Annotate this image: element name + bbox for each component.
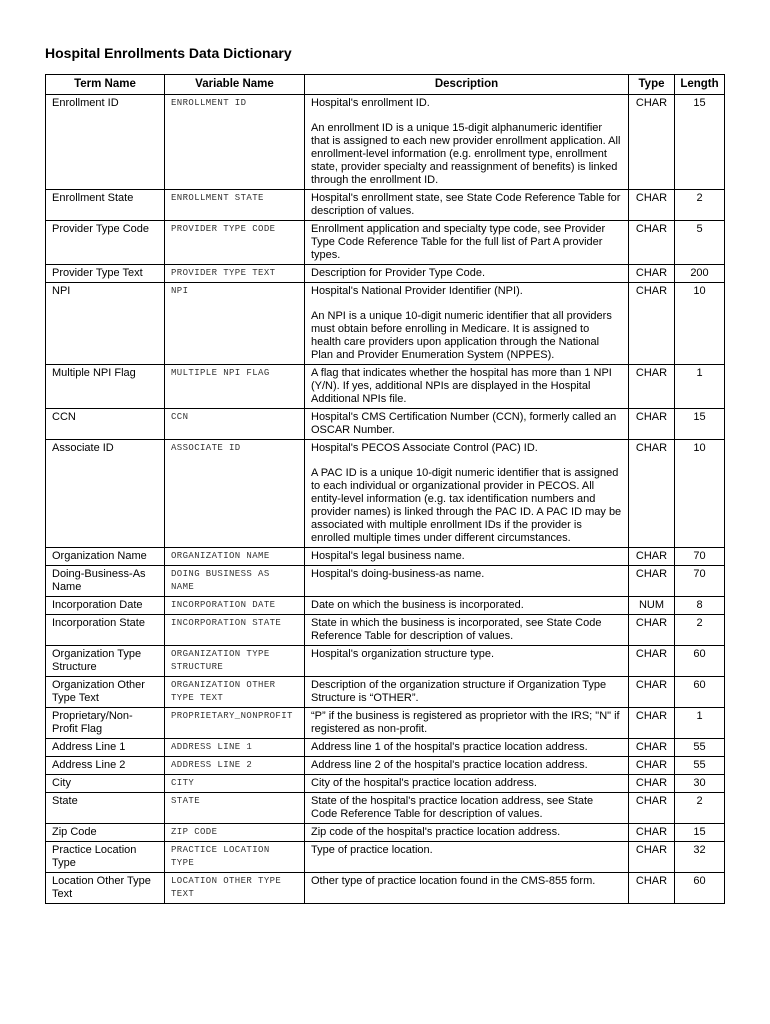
table-row [46, 842, 725, 873]
variable-name-cell: ENROLLMENT ID [165, 95, 305, 190]
term-name-cell: Doing-Business-As Name [46, 566, 165, 597]
table-row [46, 566, 725, 597]
type-cell: CHAR [629, 793, 675, 824]
description-cell [305, 615, 629, 646]
table-row [46, 646, 725, 677]
description-cell [305, 646, 629, 677]
header-variable-name: Variable Name [165, 75, 305, 95]
description-paragraph: State in which the business is incorporated, see State Code Reference Table for description of values. [311, 617, 602, 642]
variable-name-cell: STATE [165, 793, 305, 824]
table-row [46, 548, 725, 566]
term-name-cell: CCN [46, 409, 165, 440]
length-cell: 2 [675, 793, 725, 824]
description-paragraph: Hospital's organization structure type. [311, 648, 495, 660]
description-cell [305, 597, 629, 615]
description-paragraph: Hospital's legal business name. [311, 550, 465, 562]
description-paragraph: Description for Provider Type Code. [311, 267, 486, 279]
description-cell [305, 95, 629, 190]
length-cell: 8 [675, 597, 725, 615]
term-name-cell: Organization Type Structure [46, 646, 165, 677]
length-cell: 30 [675, 775, 725, 793]
term-name-cell: Zip Code [46, 824, 165, 842]
variable-name-cell: PROVIDER TYPE TEXT [165, 265, 305, 283]
type-cell: CHAR [629, 677, 675, 708]
description-paragraph: Description of the organization structure if Organization Type Structure is “OTHER”. [311, 679, 607, 704]
term-name-cell: Incorporation Date [46, 597, 165, 615]
table-row [46, 824, 725, 842]
description-cell [305, 677, 629, 708]
description-paragraph: Hospital's PECOS Associate Control (PAC) ID. [311, 442, 538, 454]
description-paragraph: A PAC ID is a unique 10-digit numeric identifier that is assigned to each individual or organizational provider in PECOS. All entity-level information (e.g. tax identification numbers and provider names) is linked through the PAC ID. A PAC ID may be associated with multiple enrollment IDs if the provider is enrolled multiple times under different circumstances. [311, 467, 622, 544]
description-cell [305, 566, 629, 597]
table-row [46, 708, 725, 739]
term-name-cell: Incorporation State [46, 615, 165, 646]
variable-name-cell: LOCATION OTHER TYPE TEXT [165, 873, 305, 904]
type-cell: CHAR [629, 190, 675, 221]
term-name-cell: City [46, 775, 165, 793]
description-paragraph: State of the hospital's practice location address, see State Code Reference Table for description of values. [311, 795, 594, 820]
type-cell: CHAR [629, 842, 675, 873]
length-cell: 55 [675, 757, 725, 775]
length-cell: 10 [675, 283, 725, 365]
header-type: Type [629, 75, 675, 95]
description-cell [305, 775, 629, 793]
type-cell: CHAR [629, 265, 675, 283]
description-cell [305, 548, 629, 566]
data-dictionary-table [45, 74, 725, 904]
description-cell [305, 221, 629, 265]
length-cell: 15 [675, 824, 725, 842]
term-name-cell: Associate ID [46, 440, 165, 548]
variable-name-cell: ZIP CODE [165, 824, 305, 842]
term-name-cell: NPI [46, 283, 165, 365]
term-name-cell: Enrollment State [46, 190, 165, 221]
term-name-cell: Provider Type Code [46, 221, 165, 265]
length-cell: 2 [675, 190, 725, 221]
type-cell: CHAR [629, 739, 675, 757]
description-paragraph: Type of practice location. [311, 844, 433, 856]
variable-name-cell: NPI [165, 283, 305, 365]
type-cell: CHAR [629, 757, 675, 775]
type-cell: CHAR [629, 566, 675, 597]
table-row [46, 775, 725, 793]
type-cell: CHAR [629, 824, 675, 842]
description-cell [305, 793, 629, 824]
type-cell: CHAR [629, 775, 675, 793]
table-row [46, 265, 725, 283]
description-paragraph: Address line 1 of the hospital's practice location address. [311, 741, 588, 753]
table-row [46, 739, 725, 757]
table-row [46, 283, 725, 365]
length-cell: 60 [675, 873, 725, 904]
length-cell: 15 [675, 95, 725, 190]
variable-name-cell: ASSOCIATE ID [165, 440, 305, 548]
table-row [46, 793, 725, 824]
length-cell: 55 [675, 739, 725, 757]
description-cell [305, 873, 629, 904]
table-header [46, 75, 725, 95]
description-paragraph: Hospital's enrollment state, see State Code Reference Table for description of values. [311, 192, 621, 217]
header-length: Length [675, 75, 725, 95]
term-name-cell: State [46, 793, 165, 824]
length-cell: 1 [675, 365, 725, 409]
description-paragraph: An NPI is a unique 10-digit numeric identifier that all providers must obtain before enrolling in Medicare. It is assigned to health care providers upon application through the National Plan and Provider Enumeration System (NPPES). [311, 310, 612, 361]
term-name-cell: Organization Name [46, 548, 165, 566]
table-row [46, 95, 725, 190]
description-paragraph: Zip code of the hospital's practice location address. [311, 826, 561, 838]
term-name-cell: Practice Location Type [46, 842, 165, 873]
length-cell: 200 [675, 265, 725, 283]
term-name-cell: Proprietary/Non-Profit Flag [46, 708, 165, 739]
length-cell: 32 [675, 842, 725, 873]
length-cell: 70 [675, 548, 725, 566]
variable-name-cell: MULTIPLE NPI FLAG [165, 365, 305, 409]
table-row [46, 615, 725, 646]
length-cell: 70 [675, 566, 725, 597]
description-paragraph: Enrollment application and specialty type code, see Provider Type Code Reference Table for the full list of Part A provider types. [311, 223, 606, 261]
type-cell: CHAR [629, 365, 675, 409]
variable-name-cell: PROVIDER TYPE CODE [165, 221, 305, 265]
table-row [46, 873, 725, 904]
description-cell [305, 365, 629, 409]
description-cell [305, 190, 629, 221]
description-paragraph: Other type of practice location found in the CMS-855 form. [311, 875, 596, 887]
table-row [46, 757, 725, 775]
type-cell: CHAR [629, 548, 675, 566]
variable-name-cell: ADDRESS LINE 1 [165, 739, 305, 757]
variable-name-cell: ORGANIZATION NAME [165, 548, 305, 566]
table-row [46, 440, 725, 548]
type-cell: CHAR [629, 646, 675, 677]
length-cell: 10 [675, 440, 725, 548]
description-cell [305, 265, 629, 283]
variable-name-cell: ADDRESS LINE 2 [165, 757, 305, 775]
table-row [46, 365, 725, 409]
variable-name-cell: ORGANIZATION OTHER TYPE TEXT [165, 677, 305, 708]
description-paragraph: “P” if the business is registered as proprietor with the IRS; "N" if registered as non-profit. [311, 710, 620, 735]
description-paragraph: Hospital's doing-business-as name. [311, 568, 485, 580]
table-row [46, 677, 725, 708]
type-cell: CHAR [629, 873, 675, 904]
length-cell: 5 [675, 221, 725, 265]
variable-name-cell: ORGANIZATION TYPE STRUCTURE [165, 646, 305, 677]
table-body [46, 95, 725, 904]
type-cell: CHAR [629, 615, 675, 646]
description-paragraph: Hospital's CMS Certification Number (CCN), formerly called an OSCAR Number. [311, 411, 617, 436]
term-name-cell: Address Line 2 [46, 757, 165, 775]
description-paragraph: Hospital's enrollment ID. [311, 97, 430, 109]
term-name-cell: Enrollment ID [46, 95, 165, 190]
type-cell: CHAR [629, 409, 675, 440]
length-cell: 1 [675, 708, 725, 739]
type-cell: CHAR [629, 283, 675, 365]
description-cell [305, 739, 629, 757]
variable-name-cell: DOING BUSINESS AS NAME [165, 566, 305, 597]
description-cell [305, 842, 629, 873]
description-cell [305, 440, 629, 548]
description-cell [305, 409, 629, 440]
length-cell: 60 [675, 646, 725, 677]
length-cell: 15 [675, 409, 725, 440]
term-name-cell: Address Line 1 [46, 739, 165, 757]
variable-name-cell: ENROLLMENT STATE [165, 190, 305, 221]
table-row [46, 597, 725, 615]
header-description: Description [305, 75, 629, 95]
term-name-cell: Provider Type Text [46, 265, 165, 283]
type-cell: CHAR [629, 440, 675, 548]
variable-name-cell: CCN [165, 409, 305, 440]
variable-name-cell: INCORPORATION STATE [165, 615, 305, 646]
table-row [46, 409, 725, 440]
description-paragraph: City of the hospital's practice location address. [311, 777, 537, 789]
header-row [46, 75, 725, 95]
term-name-cell: Multiple NPI Flag [46, 365, 165, 409]
term-name-cell: Location Other Type Text [46, 873, 165, 904]
type-cell: CHAR [629, 221, 675, 265]
table-row [46, 190, 725, 221]
length-cell: 2 [675, 615, 725, 646]
variable-name-cell: CITY [165, 775, 305, 793]
description-cell [305, 708, 629, 739]
description-paragraph: Hospital's National Provider Identifier (NPI). [311, 285, 523, 297]
description-cell [305, 824, 629, 842]
length-cell: 60 [675, 677, 725, 708]
term-name-cell: Organization Other Type Text [46, 677, 165, 708]
variable-name-cell: INCORPORATION DATE [165, 597, 305, 615]
type-cell: CHAR [629, 95, 675, 190]
description-cell [305, 757, 629, 775]
header-term-name: Term Name [46, 75, 165, 95]
page-title: Hospital Enrollments Data Dictionary [45, 45, 292, 61]
description-cell [305, 283, 629, 365]
table-row [46, 221, 725, 265]
variable-name-cell: PRACTICE LOCATION TYPE [165, 842, 305, 873]
type-cell: NUM [629, 597, 675, 615]
description-paragraph: A flag that indicates whether the hospital has more than 1 NPI (Y/N). If yes, additional NPIs are displayed in the Hospital Additional NPIs file. [311, 367, 612, 405]
description-paragraph: Date on which the business is incorporated. [311, 599, 524, 611]
type-cell: CHAR [629, 708, 675, 739]
description-paragraph: An enrollment ID is a unique 15-digit alphanumeric identifier that is assigned to each new provider enrollment application. All enrollment-level information (e.g. enrollment type, enrollment state, provider specialty and reassignment of benefits) is linked through the enrollment ID. [311, 122, 621, 186]
description-paragraph: Address line 2 of the hospital's practice location address. [311, 759, 588, 771]
variable-name-cell: PROPRIETARY_NONPROFIT [165, 708, 305, 739]
